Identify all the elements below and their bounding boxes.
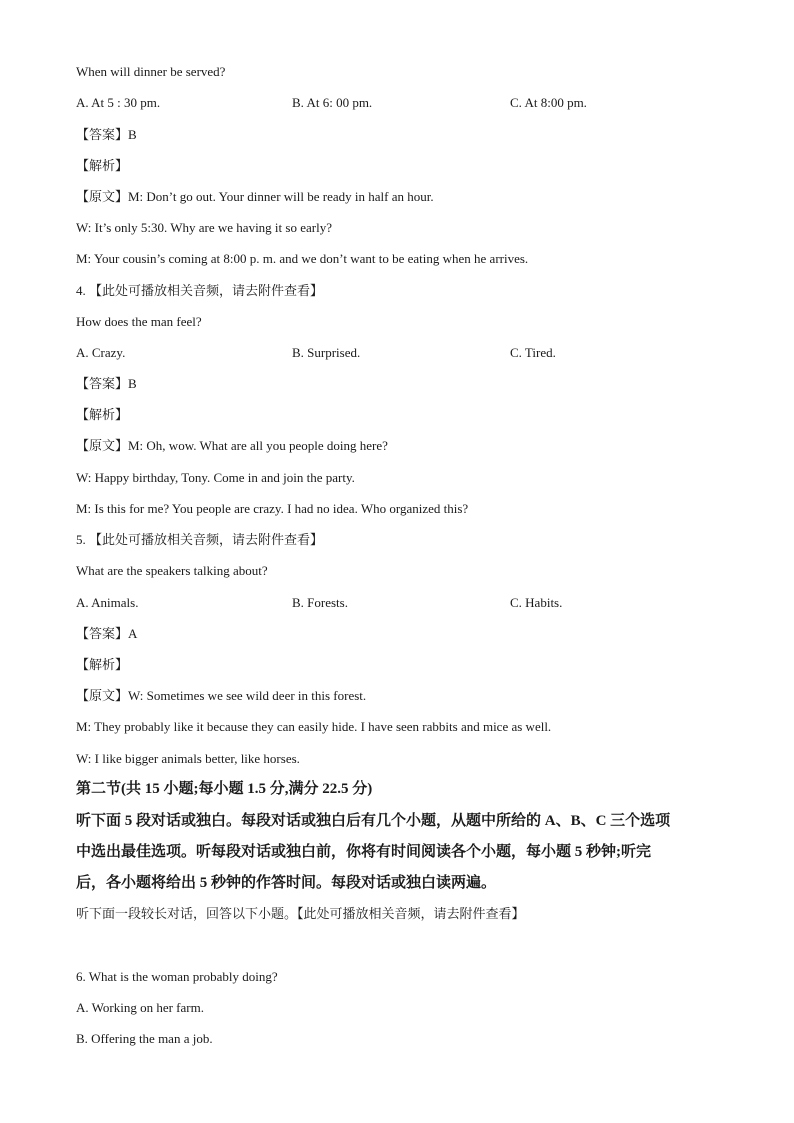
q4-question: How does the man feel? bbox=[76, 314, 202, 329]
section-title: 第二节(共 15 小题;每小题 1.5 分,满分 22.5 分) bbox=[76, 781, 373, 797]
q3-question: When will dinner be served? bbox=[76, 64, 226, 79]
q3-analysis-label: 【解析】 bbox=[76, 158, 129, 173]
q4-option-c: C. Tired. bbox=[510, 345, 556, 360]
q3-transcript-line: W: It’s only 5:30. Why are we having it so early? bbox=[76, 220, 332, 235]
q3-answer: 【答案】B bbox=[76, 127, 137, 142]
q6-question: 6. What is the woman probably doing? bbox=[76, 969, 278, 984]
section-instructions-line: 中选出最佳选项。听每段对话或独白前，你将有时间阅读各个小题，每小题 5 秒钟;听完 bbox=[76, 844, 651, 860]
q6-option-b: B. Offering the man a job. bbox=[76, 1031, 213, 1046]
q5-heading: 5. 【此处可播放相关音频，请去附件查看】 bbox=[76, 532, 324, 547]
q5-question: What are the speakers talking about? bbox=[76, 563, 268, 578]
q4-heading: 4. 【此处可播放相关音频，请去附件查看】 bbox=[76, 283, 324, 298]
q4-transcript-line: 【原文】M: Oh, wow. What are all you people doing here? bbox=[76, 438, 388, 453]
q5-answer: 【答案】A bbox=[76, 626, 138, 641]
q5-transcript-line: M: They probably like it because they can easily hide. I have seen rabbits and mice as well. bbox=[76, 719, 552, 734]
q5-option-b: B. Forests. bbox=[292, 595, 348, 610]
q5-analysis-label: 【解析】 bbox=[76, 657, 129, 672]
q3-option-a: A. At 5 : 30 pm. bbox=[76, 95, 161, 110]
q4-answer: 【答案】B bbox=[76, 376, 137, 391]
q4-analysis-label: 【解析】 bbox=[76, 407, 129, 422]
q4-option-a: A. Crazy. bbox=[76, 345, 126, 360]
q3-transcript-line: 【原文】M: Don’t go out. Your dinner will be ready in half an hour. bbox=[76, 189, 434, 204]
q5-transcript-line: W: I like bigger animals better, like horses. bbox=[76, 751, 300, 766]
q3-option-c: C. At 8:00 pm. bbox=[510, 95, 587, 110]
q3-option-b: B. At 6: 00 pm. bbox=[292, 95, 373, 110]
section-instructions-line: 后，各小题将给出 5 秒钟的作答时间。每段对话或独白读两遍。 bbox=[76, 875, 497, 891]
q5-option-a: A. Animals. bbox=[76, 595, 139, 610]
section-intro: 听下面一段较长对话，回答以下小题。【此处可播放相关音频，请去附件查看】 bbox=[76, 906, 525, 921]
q3-transcript-line: M: Your cousin’s coming at 8:00 p. m. and we don’t want to be eating when he arrives. bbox=[76, 251, 529, 266]
section-instructions-line: 听下面 5 段对话或独白。每段对话或独白后有几个小题，从题中所给的 A、B、C 三个选项 bbox=[76, 813, 671, 829]
q5-transcript-line: 【原文】W: Sometimes we see wild deer in this forest. bbox=[76, 688, 367, 703]
q4-transcript-line: W: Happy birthday, Tony. Come in and join the party. bbox=[76, 470, 355, 485]
q5-option-c: C. Habits. bbox=[510, 595, 563, 610]
q4-option-b: B. Surprised. bbox=[292, 345, 361, 360]
q4-transcript-line: M: Is this for me? You people are crazy. I had no idea. Who organized this? bbox=[76, 501, 469, 516]
q6-option-a: A. Working on her farm. bbox=[76, 1000, 204, 1015]
